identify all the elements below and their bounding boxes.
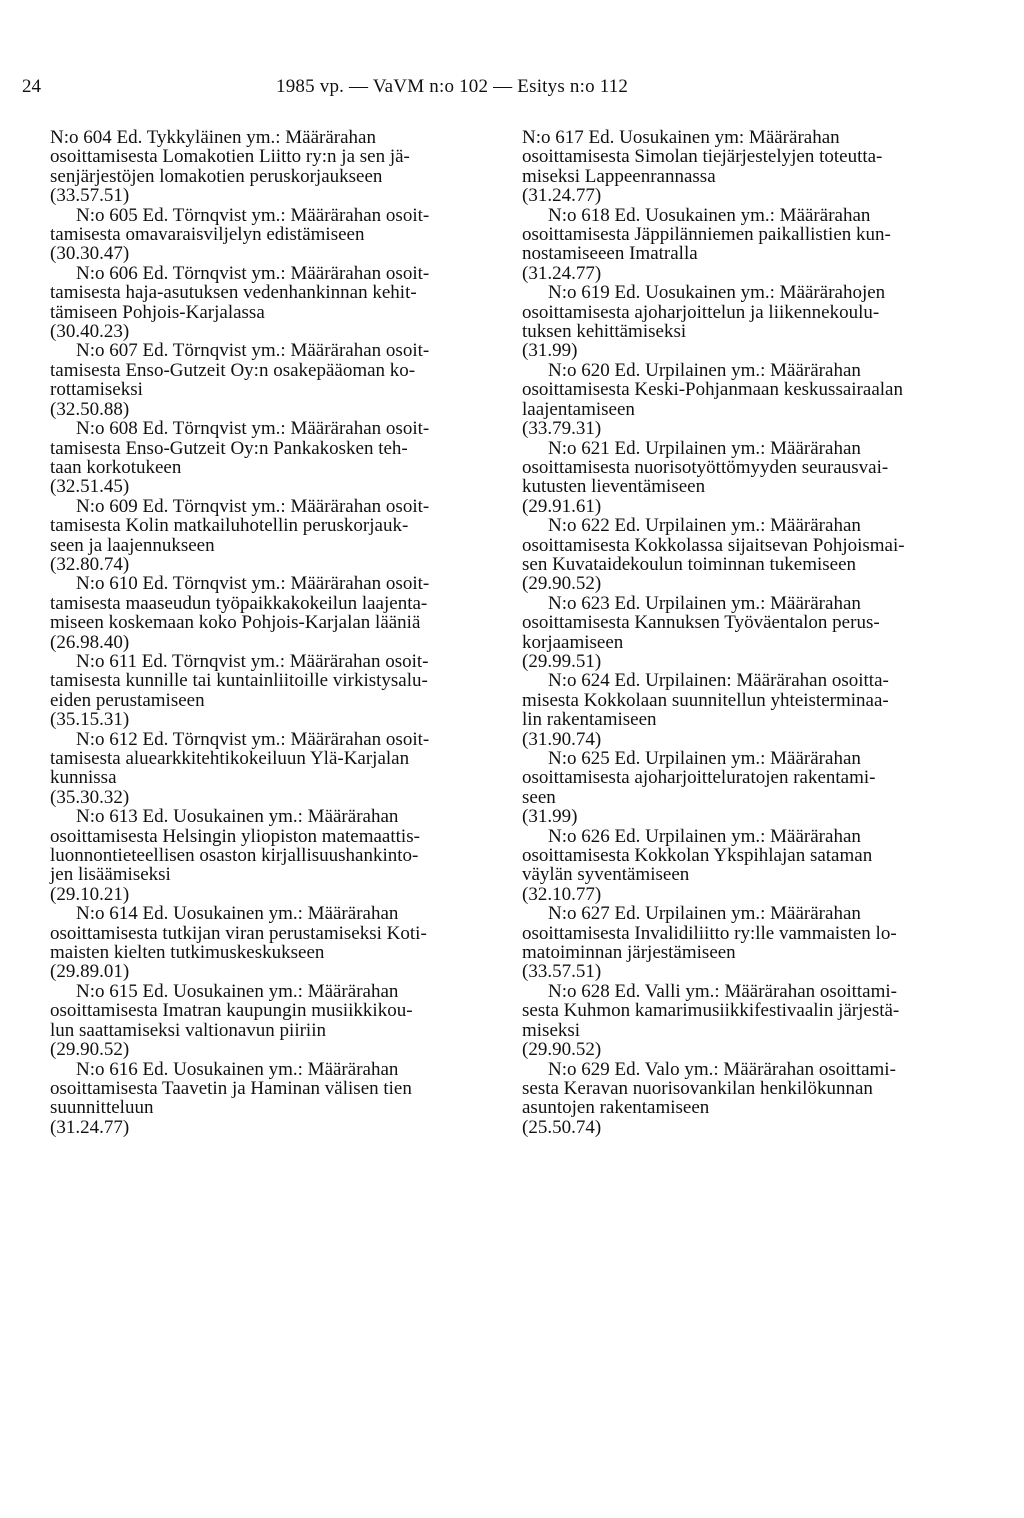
motion-line-text: N:o 611 Ed. Törnqvist ym.: Määrärahan osoit- xyxy=(76,650,429,672)
motion-heading-line xyxy=(522,361,983,380)
motion-line-text: N:o 607 Ed. Törnqvist ym.: Määrärahan osoit- xyxy=(76,340,430,362)
motion-text-line xyxy=(50,361,502,380)
motion-text-line xyxy=(522,943,983,962)
budget-reference: (31.90.74) xyxy=(522,728,602,750)
motion-text-line xyxy=(50,458,502,477)
motion-heading-line xyxy=(522,827,983,846)
motion-text-line xyxy=(522,1098,983,1117)
motion-entry xyxy=(522,982,983,1060)
motion-text-line xyxy=(522,924,983,943)
running-head: 1985 vp. — VaVM n:o 102 — Esitys n:o 112 xyxy=(276,76,629,97)
motion-text-line xyxy=(522,458,983,477)
budget-reference: (29.90.52) xyxy=(522,573,602,595)
motion-line-text: rottamiseksi xyxy=(50,379,143,401)
motion-line-text: N:o 613 Ed. Uosukainen ym.: Määrärahan xyxy=(76,806,399,828)
budget-reference: (32.51.45) xyxy=(50,476,130,498)
motion-entry xyxy=(50,206,502,264)
motion-line-text: osoittamisesta Imatran kaupungin musiikkikou- xyxy=(50,1000,413,1022)
motion-text-line xyxy=(522,167,983,186)
motion-line-text: tamisesta kunnille tai kuntainliitoille virkistysalu- xyxy=(50,670,428,692)
motion-entry xyxy=(522,904,983,982)
motion-heading-line xyxy=(50,497,502,516)
motion-heading-line xyxy=(522,283,983,302)
motion-text-line xyxy=(522,303,983,322)
motion-line-text: seen xyxy=(522,786,556,808)
motion-text-line xyxy=(50,1021,502,1040)
budget-reference: (26.98.40) xyxy=(50,631,130,653)
motion-text-line xyxy=(50,671,502,690)
motion-line-text: korjaamiseen xyxy=(522,631,624,653)
motion-heading-line xyxy=(50,904,502,923)
motion-line-text: miseksi xyxy=(522,1019,581,1041)
budget-reference: (29.89.01) xyxy=(50,961,130,983)
motion-line-text: laajentamiseen xyxy=(522,398,635,420)
budget-reference: (35.15.31) xyxy=(50,709,130,731)
motion-line-text: N:o 609 Ed. Törnqvist ym.: Määrärahan osoit- xyxy=(76,495,430,517)
motion-line-text: matoiminnan järjestämiseen xyxy=(522,942,736,964)
motion-heading-line xyxy=(50,341,502,360)
motion-text-line xyxy=(522,322,983,341)
motion-entry xyxy=(522,749,983,827)
motion-text-line xyxy=(50,1001,502,1020)
motion-line-text: osoittamisesta Simolan tiejärjestelyjen toteutta- xyxy=(522,146,883,168)
motion-heading-line xyxy=(522,439,983,458)
motion-text-line xyxy=(522,846,983,865)
motion-entry xyxy=(50,128,502,206)
motion-text-line xyxy=(50,749,502,768)
motion-text-line xyxy=(50,594,502,613)
motion-heading-line xyxy=(50,1060,502,1079)
motion-line-text: väylän syventämiseen xyxy=(522,864,690,886)
motion-entry xyxy=(50,497,502,575)
motion-line-text: N:o 605 Ed. Törnqvist ym.: Määrärahan osoit- xyxy=(76,204,430,226)
motion-text-line xyxy=(50,865,502,884)
motion-entry xyxy=(522,128,983,206)
motion-line-text: osoittamisesta Helsingin yliopiston matemaattis- xyxy=(50,825,420,847)
motion-entry xyxy=(522,439,983,517)
budget-reference: (31.99) xyxy=(522,806,578,828)
budget-reference: (32.50.88) xyxy=(50,398,130,420)
motion-text-line xyxy=(522,1001,983,1020)
motion-entry xyxy=(50,264,502,342)
budget-reference: (29.99.51) xyxy=(522,650,602,672)
page-number: 24 xyxy=(22,76,41,97)
motion-entry xyxy=(50,419,502,497)
motion-line-text: kunnissa xyxy=(50,767,117,789)
motion-text-line xyxy=(50,516,502,535)
budget-reference: (29.10.21) xyxy=(50,883,130,905)
motion-line-text: osoittamisesta Invalidiliitto ry:lle vammaisten lo- xyxy=(522,922,897,944)
motion-line-text: N:o 615 Ed. Uosukainen ym.: Määrärahan xyxy=(76,980,399,1002)
motion-line-text: senjärjestöjen lomakotien peruskorjaukseen xyxy=(50,165,383,187)
motion-heading-line xyxy=(50,652,502,671)
motion-heading-line xyxy=(50,982,502,1001)
budget-reference: (31.24.77) xyxy=(50,1116,130,1138)
motion-entry xyxy=(522,671,983,749)
motion-entry xyxy=(522,827,983,905)
motion-heading-line xyxy=(50,206,502,225)
motion-line-text: osoittamisesta nuorisotyöttömyyden seurausvai- xyxy=(522,456,889,478)
motion-text-line xyxy=(522,147,983,166)
motion-entry xyxy=(50,807,502,904)
motion-entry xyxy=(50,341,502,419)
motion-line-text: osoittamisesta Jäppilänniemen paikallistien kun- xyxy=(522,224,891,246)
budget-reference: (31.99) xyxy=(522,340,578,362)
motion-text-line xyxy=(522,1021,983,1040)
motion-line-text: N:o 619 Ed. Uosukainen ym.: Määrärahojen xyxy=(548,282,886,304)
motion-text-line xyxy=(522,555,983,574)
motion-text-line xyxy=(522,768,983,787)
motion-line-text: jen lisäämiseksi xyxy=(50,864,171,886)
motion-line-text: tamisesta maaseudun työpaikkakokeilun laajenta- xyxy=(50,592,428,614)
motion-text-line xyxy=(522,380,983,399)
motion-text-line xyxy=(50,167,502,186)
motion-text-line xyxy=(522,710,983,729)
motion-text-line xyxy=(50,536,502,555)
motion-text-line xyxy=(50,943,502,962)
motion-heading-line xyxy=(522,128,983,147)
right-column xyxy=(522,128,983,1137)
motion-line-text: eiden perustamiseen xyxy=(50,689,205,711)
motion-line-text: N:o 623 Ed. Urpilainen ym.: Määrärahan xyxy=(548,592,861,614)
motion-text-line xyxy=(50,691,502,710)
budget-reference: (33.79.31) xyxy=(522,418,602,440)
motion-line-text: N:o 624 Ed. Urpilainen: Määrärahan osoitta- xyxy=(548,670,889,692)
motion-text-line xyxy=(50,1098,502,1117)
motion-line-text: tamisesta omavaraisviljelyn edistämiseen xyxy=(50,224,365,246)
motion-line-text: N:o 604 Ed. Tykkyläinen ym.: Määrärahan xyxy=(50,127,376,148)
motion-line-text: miseen koskemaan koko Pohjois-Karjalan lääniä xyxy=(50,612,421,634)
budget-reference: (29.90.52) xyxy=(522,1039,602,1061)
motion-text-line xyxy=(522,691,983,710)
motion-line-text: osoittamisesta ajoharjoittelun ja liikennekoulu- xyxy=(522,301,880,323)
motion-line-text: osoittamisesta Taavetin ja Haminan välisen tien xyxy=(50,1077,412,1099)
motion-line-text: sen Kuvataidekoulun toiminnan tukemiseen xyxy=(522,553,857,575)
motion-line-text: osoittamisesta Kannuksen Työväentalon perus- xyxy=(522,612,880,634)
motion-line-text: miseksi Lappeenrannassa xyxy=(522,165,716,187)
motion-entry xyxy=(50,1060,502,1138)
motion-entry xyxy=(50,652,502,730)
budget-reference: (25.50.74) xyxy=(522,1116,602,1138)
motion-heading-line xyxy=(522,594,983,613)
motion-line-text: N:o 629 Ed. Valo ym.: Määrärahan osoittami- xyxy=(548,1058,896,1080)
motion-entry xyxy=(522,283,983,361)
motion-line-text: nostamiseeen Imatralla xyxy=(522,243,698,265)
motion-text-line xyxy=(50,846,502,865)
motion-text-line xyxy=(50,225,502,244)
motion-heading-line xyxy=(522,749,983,768)
motion-text-line xyxy=(522,477,983,496)
budget-reference: (35.30.32) xyxy=(50,786,130,808)
motion-line-text: N:o 614 Ed. Uosukainen ym.: Määrärahan xyxy=(76,903,399,925)
motion-line-text: N:o 618 Ed. Uosukainen ym.: Määrärahan xyxy=(548,204,871,226)
motion-text-line xyxy=(50,924,502,943)
motion-line-text: N:o 608 Ed. Törnqvist ym.: Määrärahan osoit- xyxy=(76,418,430,440)
motion-text-line xyxy=(522,865,983,884)
motion-text-line xyxy=(522,613,983,632)
motion-text-line xyxy=(522,225,983,244)
motion-entry xyxy=(50,574,502,652)
motion-text-line xyxy=(522,788,983,807)
motion-text-line xyxy=(522,536,983,555)
motion-heading-line xyxy=(522,1060,983,1079)
motion-line-text: N:o 621 Ed. Urpilainen ym.: Määrärahan xyxy=(548,437,861,459)
motion-text-line xyxy=(50,283,502,302)
budget-reference: (30.30.47) xyxy=(50,243,130,265)
motion-entry xyxy=(522,1060,983,1138)
motion-heading-line xyxy=(522,982,983,1001)
motion-line-text: sesta Keravan nuorisovankilan henkilökunnan xyxy=(522,1077,873,1099)
motion-line-text: osoittamisesta Keski-Pohjanmaan keskussairaalan xyxy=(522,379,903,401)
motion-line-text: N:o 620 Ed. Urpilainen ym.: Määrärahan xyxy=(548,359,861,381)
motion-text-line xyxy=(50,303,502,322)
motion-line-text: kutusten lieventämiseen xyxy=(522,476,706,498)
motion-line-text: asuntojen rakentamiseen xyxy=(522,1097,710,1119)
motion-line-text: misesta Kokkolaan suunnitellun yhteisterminaa- xyxy=(522,689,889,711)
motion-line-text: tämiseen Pohjois-Karjalassa xyxy=(50,301,265,323)
motion-heading-line xyxy=(522,516,983,535)
motion-line-text: N:o 625 Ed. Urpilainen ym.: Määrärahan xyxy=(548,748,861,769)
motion-text-line xyxy=(50,147,502,166)
motion-line-text: seen ja laajennukseen xyxy=(50,534,215,556)
motion-line-text: N:o 626 Ed. Urpilainen ym.: Määrärahan xyxy=(548,825,861,847)
motion-text-line xyxy=(50,768,502,787)
budget-reference: (32.80.74) xyxy=(50,553,130,575)
motion-line-text: tamisesta Enso-Gutzeit Oy:n osakepääoman ko- xyxy=(50,359,416,381)
motion-entry xyxy=(50,730,502,808)
motion-text-line xyxy=(50,613,502,632)
motion-line-text: osoittamisesta tutkijan viran perustamiseksi Koti- xyxy=(50,922,427,944)
motion-heading-line xyxy=(50,128,502,147)
motion-line-text: N:o 612 Ed. Törnqvist ym.: Määrärahan osoit- xyxy=(76,728,430,750)
budget-reference: (30.40.23) xyxy=(50,321,130,343)
motion-heading-line xyxy=(50,730,502,749)
motion-line-text: lin rakentamiseen xyxy=(522,709,657,731)
motion-text-line xyxy=(50,827,502,846)
motion-line-text: sesta Kuhmon kamarimusiikkifestivaalin järjestä- xyxy=(522,1000,900,1022)
left-column xyxy=(50,128,502,1137)
motion-line-text: tamisesta Enso-Gutzeit Oy:n Pankakosken teh- xyxy=(50,437,408,459)
motion-line-text: osoittamisesta ajoharjoitteluratojen rakentami- xyxy=(522,767,876,789)
motion-text-line xyxy=(522,244,983,263)
motion-line-text: osoittamisesta Kokkolassa sijaitsevan Pohjoismai- xyxy=(522,534,905,556)
motion-entry xyxy=(522,206,983,284)
budget-reference: (32.10.77) xyxy=(522,883,602,905)
motion-line-text: N:o 616 Ed. Uosukainen ym.: Määrärahan xyxy=(76,1058,399,1080)
motion-heading-line xyxy=(522,671,983,690)
motion-line-text: lun saattamiseksi valtionavun piiriin xyxy=(50,1019,326,1041)
motion-heading-line xyxy=(522,206,983,225)
motion-line-text: osoittamisesta Kokkolan Ykspihlajan sataman xyxy=(522,845,873,867)
motion-heading-line xyxy=(50,264,502,283)
motion-entry xyxy=(50,982,502,1060)
motion-line-text: taan korkotukeen xyxy=(50,456,182,478)
motion-line-text: osoittamisesta Lomakotien Liitto ry:n ja sen jä- xyxy=(50,146,410,168)
motion-line-text: tuksen kehittämiseksi xyxy=(522,321,687,343)
motion-line-text: maisten kielten tutkimuskeskukseen xyxy=(50,942,325,964)
motion-text-line xyxy=(522,400,983,419)
motion-entry xyxy=(522,361,983,439)
motion-line-text: suunnitteluun xyxy=(50,1097,154,1119)
motion-line-text: tamisesta aluearkkitehtikokeiluun Ylä-Karjalan xyxy=(50,748,410,769)
motion-line-text: N:o 610 Ed. Törnqvist ym.: Määrärahan osoit- xyxy=(76,573,430,595)
budget-reference: (33.57.51) xyxy=(50,185,130,207)
budget-reference: (33.57.51) xyxy=(522,961,602,983)
motion-line-text: N:o 627 Ed. Urpilainen ym.: Määrärahan xyxy=(548,903,861,925)
budget-reference: (31.24.77) xyxy=(522,262,602,284)
motion-line-text: tamisesta Kolin matkailuhotellin peruskorjauk- xyxy=(50,515,409,537)
motion-entry xyxy=(50,904,502,982)
motion-heading-line xyxy=(50,807,502,826)
motion-line-text: N:o 628 Ed. Valli ym.: Määrärahan osoittami- xyxy=(548,980,897,1002)
motion-text-line xyxy=(522,1079,983,1098)
budget-reference: (29.91.61) xyxy=(522,495,602,517)
budget-reference: (29.90.52) xyxy=(50,1039,130,1061)
motion-line-text: N:o 617 Ed. Uosukainen ym: Määrärahan xyxy=(522,127,840,148)
motion-line-text: luonnontieteellisen osaston kirjallisuushankinto- xyxy=(50,845,419,867)
motion-text-line xyxy=(50,380,502,399)
motion-line-text: tamisesta haja-asutuksen vedenhankinnan kehit- xyxy=(50,282,417,304)
budget-reference: (31.24.77) xyxy=(522,185,602,207)
motion-line-text: N:o 622 Ed. Urpilainen ym.: Määrärahan xyxy=(548,515,861,537)
motion-heading-line xyxy=(50,574,502,593)
motion-entry xyxy=(522,516,983,594)
motion-heading-line xyxy=(50,419,502,438)
motion-entry xyxy=(522,594,983,672)
motion-text-line xyxy=(50,1079,502,1098)
motion-line-text: N:o 606 Ed. Törnqvist ym.: Määrärahan osoit- xyxy=(76,262,430,284)
motion-text-line xyxy=(50,439,502,458)
motion-text-line xyxy=(522,633,983,652)
motion-heading-line xyxy=(522,904,983,923)
